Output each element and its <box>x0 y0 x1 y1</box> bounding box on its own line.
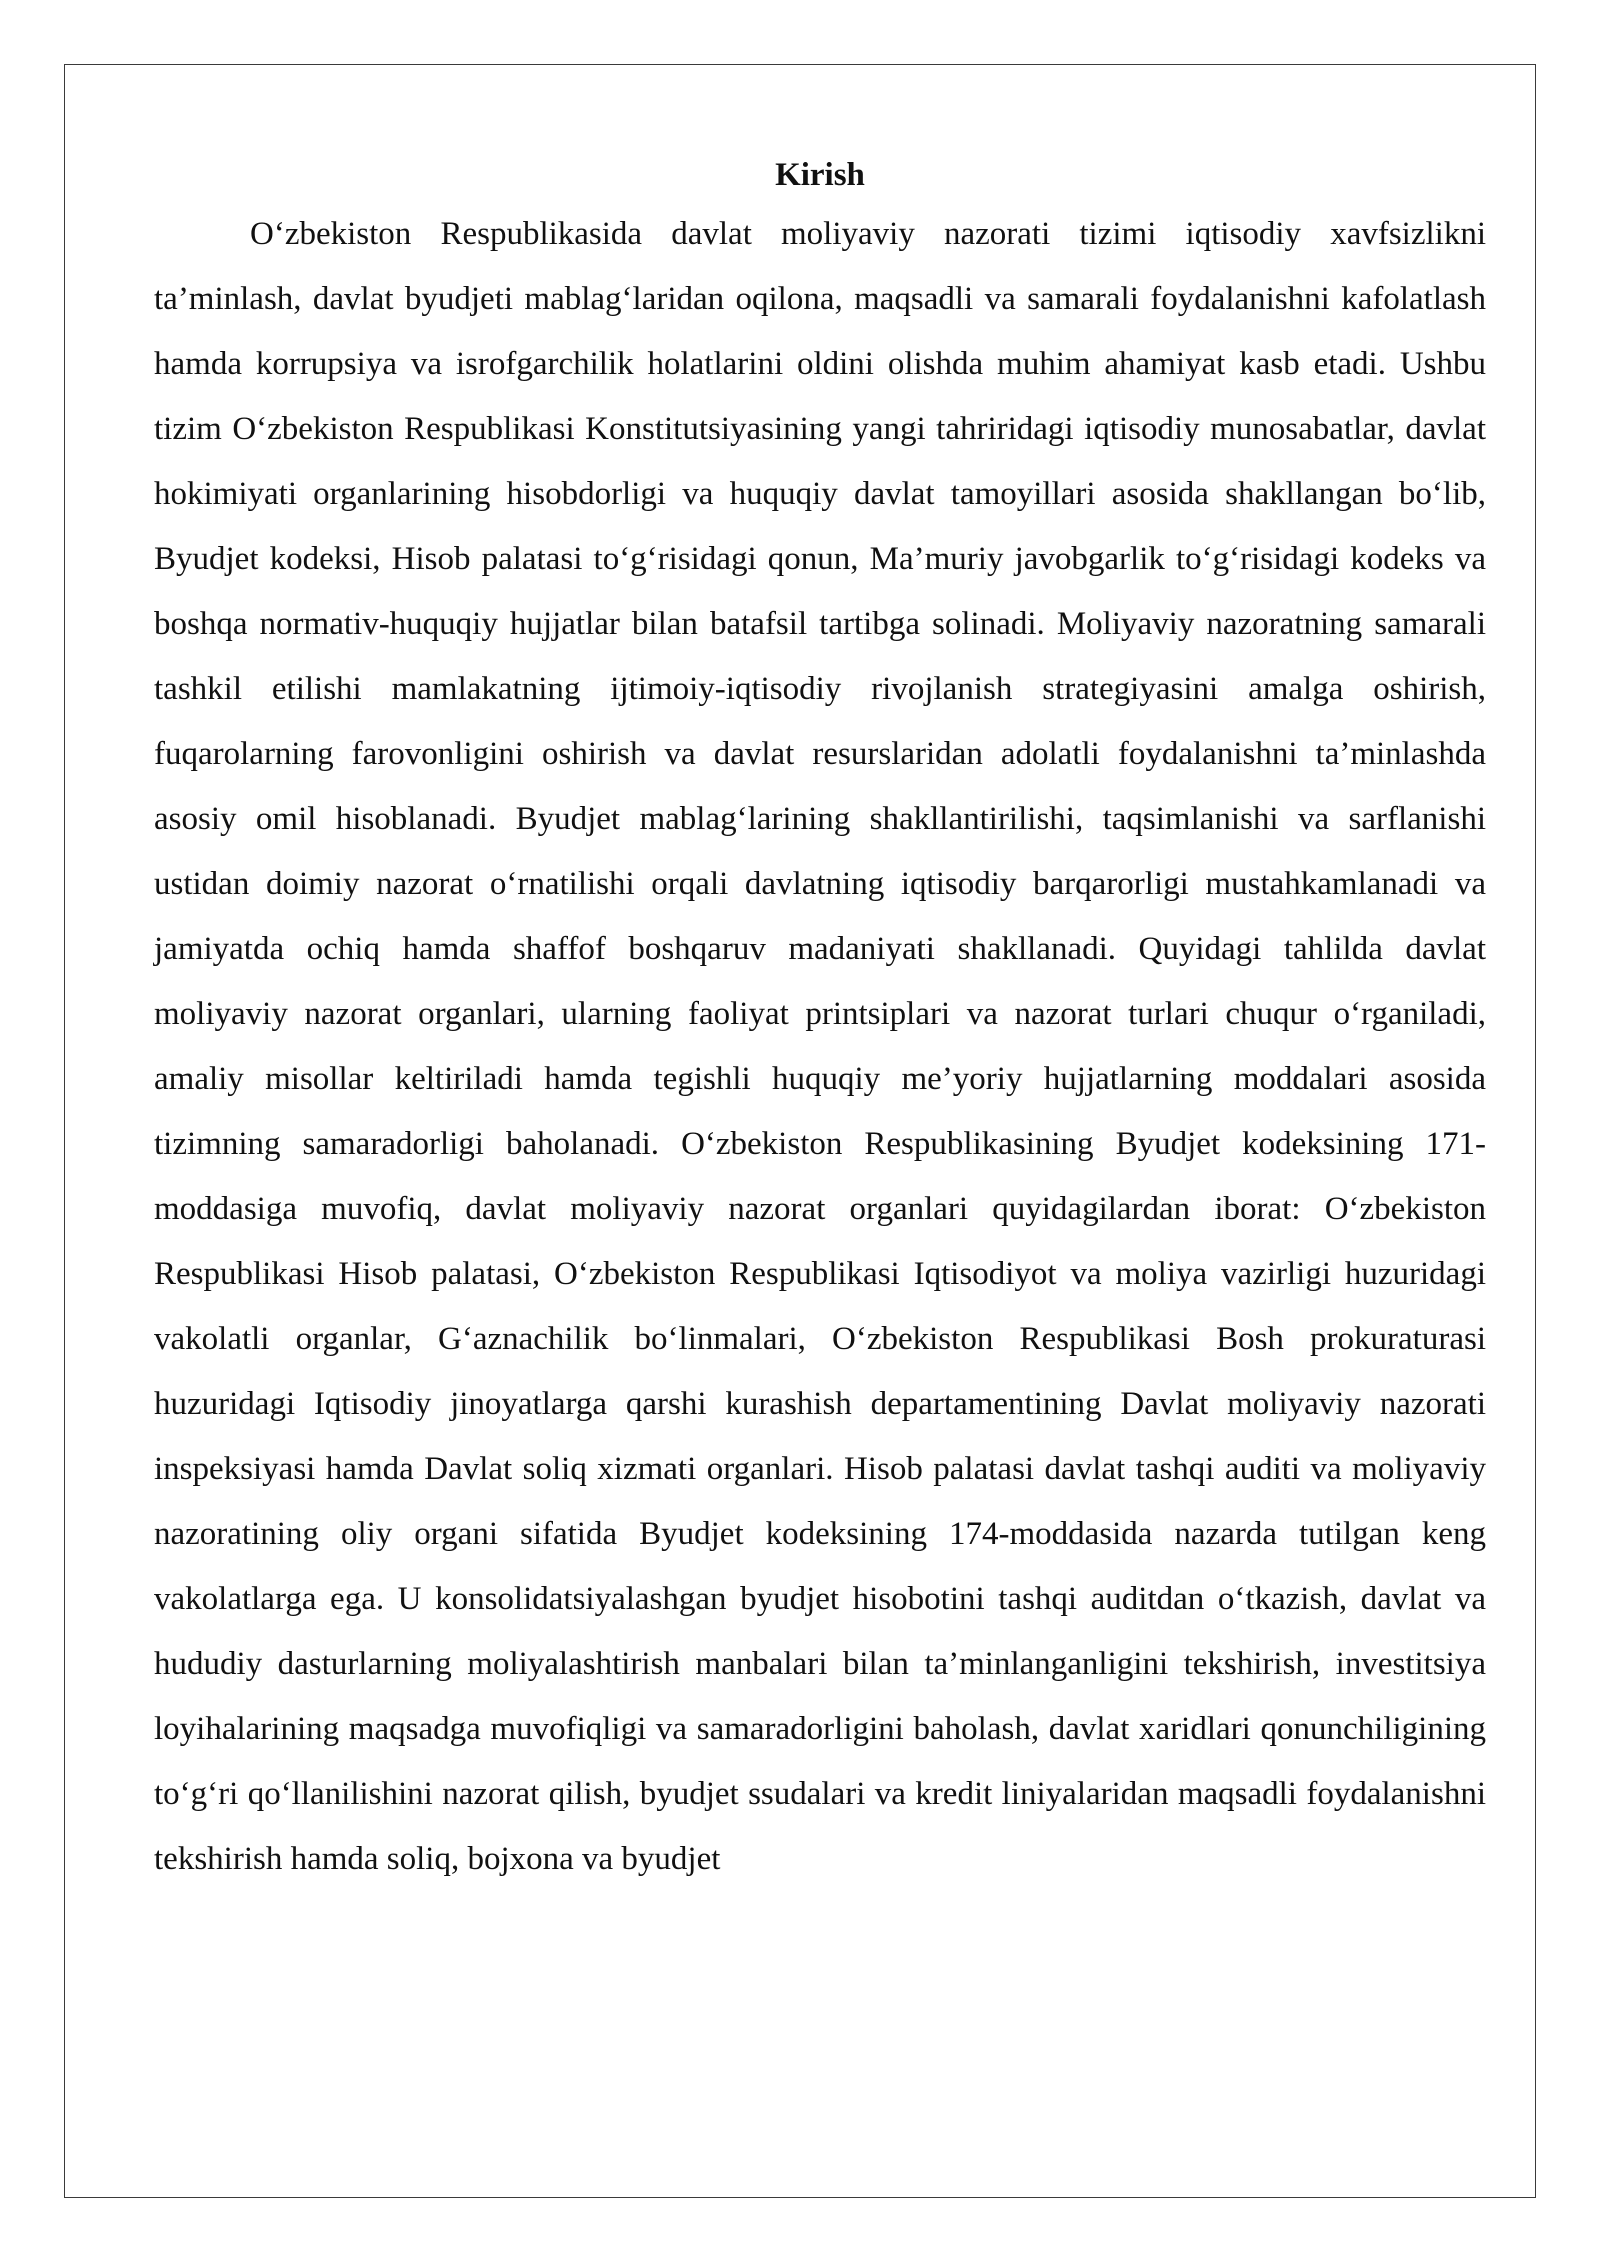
page-title: Kirish <box>775 157 865 193</box>
body-paragraph: O‘zbekiston Respublikasida davlat moliyaviy nazorati tizimi iqtisodiy xavfsizlikni ta’minlash, davlat byudjeti mablag‘laridan oqilona, maqsadli va samarali foydalanishni kafolatlash hamda korrupsiya va isrofgarchilik holatlarini oldini olishda muhim ahamiyat kasb etadi. Ushbu tizim O‘zbekiston Respublikasi Konstitutsiyasining yangi tahriridagi iqtisodiy munosabatlar, davlat hokimiyati organlarining hisobdorligi va huquqiy davlat tamoyillari asosida shakllangan bo‘lib, Byudjet kodeksi, Hisob palatasi to‘g‘risidagi qonun, Ma’muriy javobgarlik to‘g‘risidagi kodeks va boshqa normativ-huquqiy hujjatlar bilan batafsil tartibga solinadi. Moliyaviy nazoratning samarali tashkil etilishi mamlakatning ijtimoiy-iqtisodiy rivojlanish strategiyasini amalga oshirish, fuqarolarning farovonligini oshirish va davlat resurslaridan adolatli foydalanishni ta’minlashda asosiy omil hisoblanadi. Byudjet mablag‘larining shakllantirilishi, taqsimlanishi va sarflanishi ustidan doimiy nazorat o‘rnatilishi orqali davlatning iqtisodiy barqarorligi mustahkamlanadi va jamiyatda ochiq hamda shaffof boshqaruv madaniyati shakllanadi. Quyidagi tahlilda davlat moliyaviy nazorat organlari, ularning faoliyat printsiplari va nazorat turlari chuqur o‘rganiladi, amaliy misollar keltiriladi hamda tegishli huquqiy me’yoriy hujjatlarning moddalari asosida tizimning samaradorligi baholanadi. O‘zbekiston Respublikasining Byudjet kodeksining 171-moddasiga muvofiq, davlat moliyaviy nazorat organlari quyidagilardan iborat: O‘zbekiston Respublikasi Hisob palatasi, O‘zbekiston Respublikasi Iqtisodiyot va moliya vazirligi huzuridagi vakolatli organlar, G‘aznachilik bo‘linmalari, O‘zbekiston Respublikasi Bosh prokuraturasi huzuridagi Iqtisodiy jinoyatlarga qarshi kurashish departamentining Davlat moliyaviy nazorati inspeksiyasi hamda Davlat soliq xizmati organlari. Hisob palatasi davlat tashqi auditi va moliyaviy nazoratining oliy organi sifatida Byudjet kodeksining 174-moddasida nazarda tutilgan keng vakolatlarga ega. U konsolidatsiyalashgan byudjet hisobotini tashqi auditdan o‘tkazish, davlat va hududiy dasturlarning moliyalashtirish manbalari bilan ta’minlanganligini tekshirish, investitsiya loyihalarining maqsadga muvofiqligi va samaradorligini baholash, davlat xaridlari qonunchiligining to‘g‘ri qo‘llanilishini nazorat qilish, byudjet ssudalari va kredit liniyalaridan maqsadli foydalanishni tekshirish hamda soliq, bojxona va byudjet <box>154 216 1486 1877</box>
page-content <box>154 148 1486 1892</box>
